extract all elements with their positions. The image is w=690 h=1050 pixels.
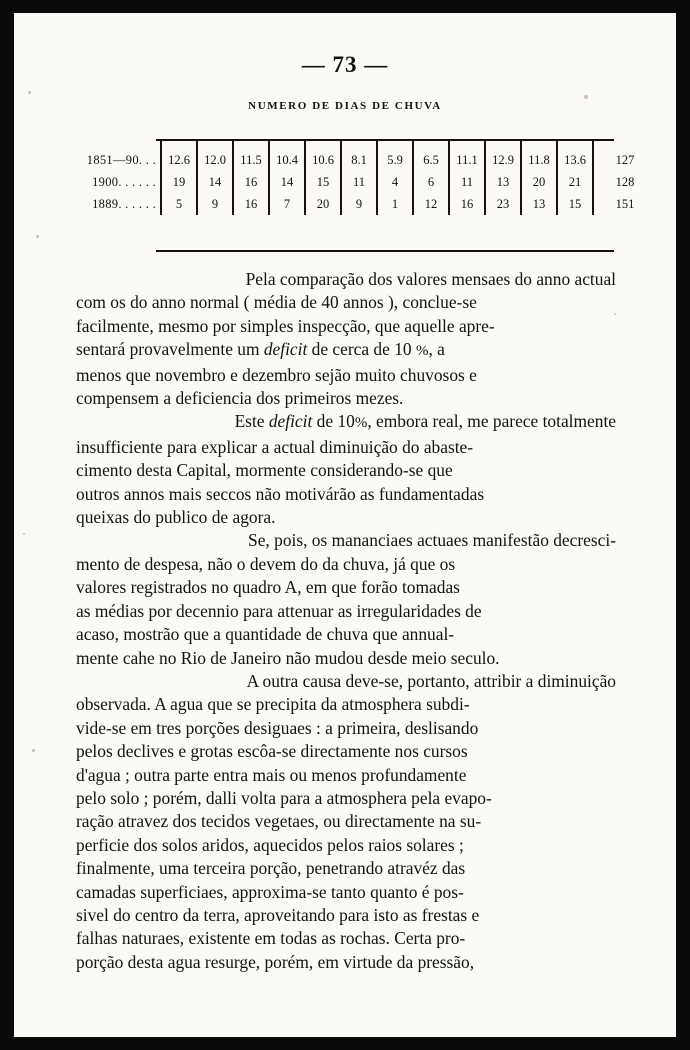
cell-may: 20 bbox=[305, 193, 341, 215]
cell-jan: 12.6 bbox=[161, 141, 197, 171]
table-row bbox=[76, 171, 656, 193]
text-line bbox=[76, 857, 616, 880]
text-line bbox=[76, 410, 616, 435]
page-number: — 73 — bbox=[301, 52, 389, 77]
cell-nov: 20 bbox=[521, 171, 557, 193]
cell-apr: 7 bbox=[269, 193, 305, 215]
cell-feb: 9 bbox=[197, 193, 233, 215]
table-bottom-rule bbox=[156, 250, 614, 252]
line-text: Se, pois, os mananciaes actuaes manifestão decresci- bbox=[248, 530, 616, 551]
text-line bbox=[76, 717, 616, 740]
line-text: menos que novembro e dezembro sejão muito chuvosos e bbox=[76, 364, 477, 385]
text-line bbox=[76, 506, 616, 529]
text-line bbox=[76, 315, 616, 338]
line-text: acaso, mostrão que a quantidade de chuva que annual- bbox=[76, 624, 455, 645]
line-text: porção desta agua resurge, porém, em virtude da pressão, bbox=[76, 951, 475, 972]
text-line bbox=[76, 553, 616, 576]
text-line bbox=[76, 291, 616, 314]
text-line bbox=[76, 576, 616, 599]
cell-aug: 6 bbox=[413, 171, 449, 193]
line-text: Este deficit de 10%, embora real, me parece totalmente bbox=[234, 411, 616, 432]
text-line bbox=[76, 740, 616, 763]
cell-total: 128 bbox=[593, 171, 656, 193]
line-text: valores registrados no quadro A, em que forão tomadas bbox=[76, 577, 460, 598]
page-sheet bbox=[14, 13, 676, 1037]
cell-aug: 6.5 bbox=[413, 141, 449, 171]
cell-jul: 1 bbox=[377, 193, 413, 215]
line-text: Pela comparação dos valores mensaes do anno actual bbox=[245, 269, 616, 289]
line-text: pelos declives e grotas escôa-se directamente nos cursos bbox=[76, 741, 468, 762]
line-text: falhas naturaes, existente em todas as rochas. Certa pro- bbox=[76, 928, 466, 949]
table-body bbox=[76, 141, 656, 215]
cell-may: 10.6 bbox=[305, 141, 341, 171]
emphasis-deficit: deficit bbox=[263, 339, 308, 360]
text-line bbox=[76, 529, 616, 552]
line-text: sivel do centro da terra, aproveitando para isto as frestas e bbox=[76, 904, 480, 925]
text-line bbox=[76, 810, 616, 833]
line-text: compensem a deficiencia dos primeiros mezes. bbox=[76, 388, 404, 409]
text-line bbox=[76, 338, 616, 363]
cell-sep: 16 bbox=[449, 193, 485, 215]
cell-aug: 12 bbox=[413, 193, 449, 215]
line-text: mento de despesa, não o devem do da chuva, já que os bbox=[76, 553, 456, 574]
cell-mar: 16 bbox=[233, 171, 269, 193]
cell-jul: 4 bbox=[377, 171, 413, 193]
line-text: sentará provavelmente um deficit de cerca de 10 %, a bbox=[76, 339, 445, 360]
cell-total: 127 bbox=[593, 141, 656, 171]
table-row bbox=[76, 141, 656, 171]
text-line bbox=[76, 623, 616, 646]
cell-dec: 15 bbox=[557, 193, 593, 215]
text-line bbox=[76, 927, 616, 950]
line-text: observada. A agua que se precipita da atmosphera subdi- bbox=[76, 694, 470, 715]
cell-jun: 11 bbox=[341, 171, 377, 193]
cell-jun: 8.1 bbox=[341, 141, 377, 171]
text-line bbox=[76, 483, 616, 506]
table-caption: NUMERO DE DIAS DE CHUVA bbox=[248, 100, 442, 112]
cell-dec: 21 bbox=[557, 171, 593, 193]
emphasis-deficit: deficit bbox=[268, 411, 313, 432]
line-text: A outra causa deve-se, portanto, attribir a diminuição bbox=[246, 670, 616, 691]
cell-apr: 14 bbox=[269, 171, 305, 193]
paragraph-2 bbox=[76, 410, 616, 529]
line-text: insufficiente para explicar a actual diminuição do abaste- bbox=[76, 436, 474, 457]
cell-dec: 13.6 bbox=[557, 141, 593, 171]
text-line bbox=[76, 387, 616, 410]
text-line bbox=[76, 764, 616, 787]
line-text: d'agua ; outra parte entra mais ou menos profundamente bbox=[76, 764, 467, 785]
cell-feb: 12.0 bbox=[197, 141, 233, 171]
cell-feb: 14 bbox=[197, 171, 233, 193]
cell-apr: 10.4 bbox=[269, 141, 305, 171]
text-line bbox=[76, 834, 616, 857]
line-text: camadas superficiaes, approxima-se tanto quanto é pos- bbox=[76, 881, 464, 902]
rainfall-days-table bbox=[76, 139, 635, 252]
text-line bbox=[76, 951, 616, 974]
line-text: outros annos mais seccos não motivárão as fundamentadas bbox=[76, 483, 485, 504]
line-text: cimento desta Capital, mormente considerando-se que bbox=[76, 460, 453, 481]
line-text: as médias por decennio para attenuar as irregularidades de bbox=[76, 600, 482, 621]
cell-total: 151 bbox=[593, 193, 656, 215]
page-content bbox=[14, 13, 676, 1037]
cell-oct: 23 bbox=[485, 193, 521, 215]
line-text: pelo solo ; porém, dalli volta para a atmosphera pela evapo- bbox=[76, 787, 492, 808]
line-text: mente cahe no Rio de Janeiro não mudou desde meio seculo. bbox=[76, 647, 500, 668]
text-line bbox=[76, 268, 616, 291]
paragraph-4 bbox=[76, 670, 616, 974]
line-text: vide-se em tres porções desiguaes : a primeira, deslisando bbox=[76, 717, 479, 738]
text-line bbox=[76, 436, 616, 459]
line-text: ração atravez dos tecidos vegetaes, ou directamente na su- bbox=[76, 811, 482, 832]
text-line bbox=[76, 787, 616, 810]
line-text: com os do anno normal ( média de 40 annos ), conclue-se bbox=[76, 292, 477, 313]
line-text: queixas do publico de agora. bbox=[76, 507, 276, 528]
cell-may: 15 bbox=[305, 171, 341, 193]
text-line bbox=[76, 459, 616, 482]
cell-oct: 12.9 bbox=[485, 141, 521, 171]
cell-sep: 11 bbox=[449, 171, 485, 193]
cell-mar: 16 bbox=[233, 193, 269, 215]
text-line bbox=[76, 600, 616, 623]
cell-jul: 5.9 bbox=[377, 141, 413, 171]
row-label: 1889. . . . . . bbox=[92, 196, 156, 211]
paragraph-1 bbox=[76, 268, 616, 410]
cell-nov: 11.8 bbox=[521, 141, 557, 171]
row-label: 1851—90. . . bbox=[86, 152, 156, 167]
body-text bbox=[76, 268, 616, 974]
cell-jan: 19 bbox=[161, 171, 197, 193]
text-line bbox=[76, 693, 616, 716]
cell-jun: 9 bbox=[341, 193, 377, 215]
text-line bbox=[76, 904, 616, 927]
text-line bbox=[76, 364, 616, 387]
text-line bbox=[76, 670, 616, 693]
line-text: facilmente, mesmo por simples inspecção, que aquelle apre- bbox=[76, 315, 495, 336]
text-line bbox=[76, 881, 616, 904]
text-line bbox=[76, 647, 616, 670]
cell-mar: 11.5 bbox=[233, 141, 269, 171]
table-row bbox=[76, 193, 656, 215]
line-text: perficie dos solos aridos, aquecidos pelos raios solares ; bbox=[76, 834, 464, 855]
cell-oct: 13 bbox=[485, 171, 521, 193]
row-label: 1900. . . . . . bbox=[92, 174, 156, 189]
paragraph-3 bbox=[76, 529, 616, 669]
cell-sep: 11.1 bbox=[449, 141, 485, 171]
cell-nov: 13 bbox=[521, 193, 557, 215]
line-text: finalmente, uma terceira porção, penetrando atravéz das bbox=[76, 858, 466, 879]
cell-jan: 5 bbox=[161, 193, 197, 215]
